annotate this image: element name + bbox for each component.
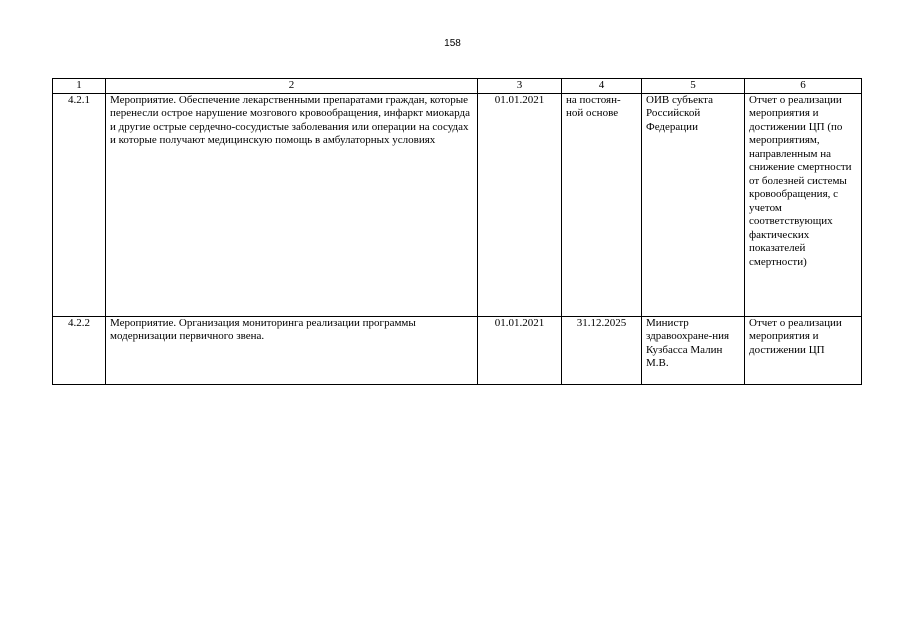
column-header: 1 xyxy=(53,79,106,94)
responsible: Министр здравоохране-ния Кузбасса Малин М.В. xyxy=(642,316,745,384)
page-number: 158 xyxy=(444,38,461,49)
report-type: Отчет о реализации мероприятия и достижении ЦП xyxy=(745,316,862,384)
start-date: 01.01.2021 xyxy=(478,316,562,384)
table-header-row xyxy=(53,79,862,94)
column-header: 4 xyxy=(562,79,642,94)
table-row xyxy=(53,316,862,384)
report-type: Отчет о реализации мероприятия и достижении ЦП (по мероприятиям, направленным на снижение смертности от болезней системы кровообращения, с учетом соответствующих фактических показателей смертности) xyxy=(745,93,862,316)
column-header: 6 xyxy=(745,79,862,94)
table-row xyxy=(53,93,862,316)
measures-table xyxy=(52,78,862,385)
measure-number: 4.2.1 xyxy=(53,93,106,316)
measure-description: Мероприятие. Организация мониторинга реализации программы модернизации первичного звена. xyxy=(106,316,478,384)
measure-number: 4.2.2 xyxy=(53,316,106,384)
end-date: на постоян-ной основе xyxy=(562,93,642,316)
column-header: 3 xyxy=(478,79,562,94)
measure-description: Мероприятие. Обеспечение лекарственными препаратами граждан, которые перенесли острое нарушение мозгового кровообращения, инфаркт миокарда и другие острые сердечно-сосудистые заболевания или операции на сосудах и которые получают медицинскую помощь в амбулаторных условиях xyxy=(106,93,478,316)
column-header: 2 xyxy=(106,79,478,94)
column-header: 5 xyxy=(642,79,745,94)
responsible: ОИВ субъекта Российской Федерации xyxy=(642,93,745,316)
end-date: 31.12.2025 xyxy=(562,316,642,384)
start-date: 01.01.2021 xyxy=(478,93,562,316)
